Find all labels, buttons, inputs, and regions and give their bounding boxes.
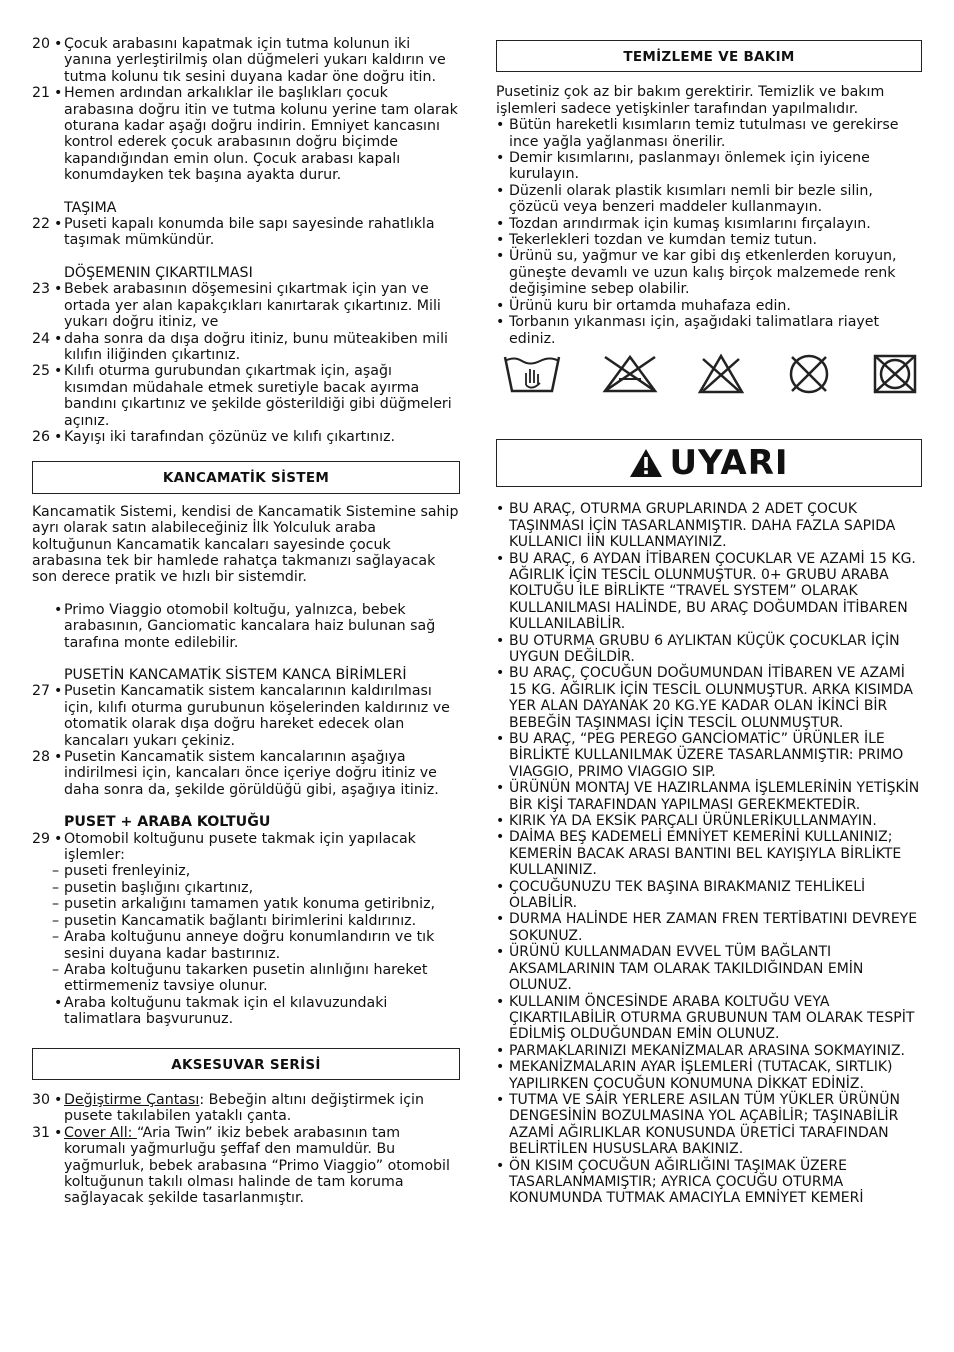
item-number: 22 (32, 216, 51, 233)
bullet-icon: • (496, 813, 505, 830)
bullet-icon: • (496, 829, 505, 846)
dash-item (32, 913, 460, 929)
instruction-item (32, 85, 460, 183)
item-text: puseti frenleyiniz, (64, 863, 191, 880)
item-number: 25 (32, 363, 51, 380)
list-item (496, 731, 922, 780)
item-text: Kılıfı oturma gurubundan çıkartmak için, aşağı kısımdan müdahale etmek suretiyle bacak ayırma bandını çıkartınız ve şekilde gösterildiği gibi düğmeleri açınız. (64, 363, 452, 429)
bullet-icon: • (54, 428, 63, 445)
item-text: Düzenli olarak plastik kısımları nemli bir bezle silin, çözücü veya benzeri maddeler kullanmayın. (509, 182, 873, 216)
accessory-desc: “Aria Twin” ikiz bebek arabasının tam korumalı yağmurluğu şeffaf den mamuldür. Bu yağmurluk, bebek arabasına “Primo Viaggio” otomobil koltuğunun takılı olması halinde de tam koruma sağlayacak şekilde tasarlanmıştır. (64, 1124, 450, 1207)
instruction-item (32, 1125, 460, 1207)
item-text: DAİMA BEŞ KADEMELİ EMNİYET KEMERİNİ KULLANINIZ; KEMERİN BACAK ARASI BANTINI BEL KAYIŞIYLA BİRLİKTE KULLANINIZ. (509, 829, 902, 879)
left-column (32, 36, 460, 1207)
list-item (496, 911, 922, 944)
item-number: 21 (32, 85, 51, 102)
item-text: ÖN KISIM ÇOCUĞUN AĞIRLIĞINI TAŞIMAK ÜZERE TASARLANMAMIŞTIR; AYRICA ÇOCUĞU OTURMA KONUMUNDA TUTMAK AMACIYLA EMNİYET KEMERİ (509, 1157, 864, 1207)
bullet-icon: • (496, 1157, 505, 1174)
warning-title: UYARI (669, 443, 789, 484)
section-heading-tasima: TAŞIMA (64, 199, 117, 216)
list-item (496, 1043, 922, 1059)
list-item (496, 117, 922, 150)
item-text: PARMAKLARINIZI MEKANİZMALAR ARASINA SOKMAYINIZ. (509, 1042, 905, 1059)
cleaning-list (496, 117, 922, 347)
list-item (496, 314, 922, 347)
list-item (496, 551, 922, 633)
bullet-icon: • (54, 830, 63, 847)
instruction-list-a (32, 36, 460, 184)
instruction-item (32, 36, 460, 85)
bullet-icon: • (496, 1059, 505, 1076)
item-text: Bebek arabasının döşemesini çıkartmak için yan ve ortada yer alan kapakçıkları kanırtarak çıkartınız. Mili yukarı doğru itiniz, ve (64, 281, 441, 331)
dash-list (32, 863, 460, 994)
list-item (496, 298, 922, 314)
section-box-aksesuvar: AKSESUVAR SERİSİ (32, 1048, 460, 1080)
item-number: 31 (32, 1124, 51, 1141)
bullet-icon: • (496, 632, 505, 649)
dash-item (32, 863, 460, 879)
item-number: 28 (32, 749, 51, 766)
no-iron-icon (697, 353, 745, 399)
dash-icon: – (52, 896, 60, 913)
item-text: BU ARAÇ, OTURMA GRUPLARINDA 2 ADET ÇOCUK TAŞINMASI İÇİN TASARLANMIŞTIR. DAHA FAZLA SAPIDA KULLANICI İİN KULLANMAYINIZ. (509, 501, 896, 551)
item-text: Araba koltuğunu anneye doğru konumlandırın ve tık sesini duyana kadar bastırınız. (64, 929, 435, 962)
item-text: Bütün hareketli kısımların temiz tutulması ve gerekirse ince yağla yağlanması önerilir. (509, 117, 899, 150)
bullet-icon: • (496, 1042, 505, 1059)
list-item (496, 501, 922, 550)
dash-icon: – (52, 929, 60, 946)
section-box-kancamatik: KANCAMATİK SİSTEM (32, 461, 460, 493)
dash-icon: – (52, 863, 60, 880)
item-text: pusetin başlığını çıkartınız, (64, 879, 254, 896)
list-item (496, 1092, 922, 1158)
item-text: BU ARAÇ, “PEG PEREGO GANCİOMATİC” ÜRÜNLER İLE BİRLİKTE KULLANILMAK ÜZERE TASARLANMIŞTIR: PRIMO VIAGGIO, PRIMO VIAGGIO SIP. (509, 731, 904, 780)
instruction-item (32, 429, 460, 445)
list-item (496, 665, 922, 731)
item-number: 26 (32, 428, 51, 445)
bullet-icon: • (496, 297, 505, 314)
bullet-icon: • (496, 182, 505, 199)
no-bleach-icon (601, 353, 659, 399)
bullet-icon: • (496, 780, 505, 797)
bullet-icon: • (496, 248, 505, 265)
bullet-icon: • (54, 749, 63, 766)
instruction-item (32, 216, 460, 249)
item-text: Pusetin Kancamatik sistem kancalarının kaldırılması için, kılıfı oturma gurubunun köşelerinden kaldırınız ve otomatik olarak dışa doğru hareket edecek olan kancaları yukarı çekiniz. (64, 683, 450, 749)
bullet-icon: • (54, 281, 63, 298)
item-text: Pusetin Kancamatik sistem kancalarının aşağıya indirilmesi için, kancaları önce içeriye doğru itiniz ve daha sonra da, şekilde görüldüğü gibi, aşağıya itiniz. (64, 749, 439, 798)
instruction-item (32, 363, 460, 429)
bullet-item (32, 995, 460, 1028)
item-text: Hemen ardından arkalıklar ile başlıkları çocuk arabasına doğru itin ve tutma kolunu yerine tam olarak oturana kadar aşağı doğru indirin. Emniyet kancasını kontrol ederek çocuk arabasının doğru biçimde kapandığından emin olun. Çocuk arabası kapalı konumdayken tek başına ayakta durur. (64, 85, 458, 184)
bullet-icon: • (496, 314, 505, 331)
item-text: BU ARAÇ, 6 AYDAN İTİBAREN ÇOCUKLAR VE AZAMİ 15 KG. AĞIRLIK İÇİN TESCİL OLUNMUŞTUR. 0+ GRUBU ARABA KOLTUĞU İLE BİRLİKTE “TRAVEL SYSTEM” OLARAK KULLANILMASI HALİNDE, BU ARAÇ DOĞUMDAN İTİBAREN KULLANILABİLİR. (509, 550, 916, 633)
no-tumble-dry-icon (872, 353, 918, 399)
bullet-icon: • (54, 216, 63, 233)
item-text: Araba koltuğunu takmak için el kılavuzundaki talimatlara başvurunuz. (64, 994, 388, 1028)
bullet-icon: • (496, 731, 505, 747)
item-text: Puseti kapalı konumda bile sapı sayesinde rahatlıkla taşımak mümkündür. (64, 216, 435, 249)
item-number: 29 (32, 830, 51, 847)
temizleme-paragraph: Pusetiniz çok az bir bakım gerektirir. Temizlik ve bakım işlemleri sadece yetişkinler tarafından yapılmalıdır. (496, 84, 885, 117)
dash-item (32, 929, 460, 962)
section-heading-dosem: DÖŞEMENIN ÇIKARTILMASI (64, 264, 253, 281)
list-item (496, 633, 922, 666)
dash-icon: – (52, 912, 60, 929)
bullet-icon: • (54, 1124, 63, 1141)
bullet-icon: • (54, 85, 63, 102)
list-item (496, 1158, 922, 1207)
warning-triangle-icon (629, 448, 663, 478)
dash-item (32, 880, 460, 896)
bullet-icon: • (496, 150, 505, 167)
list-item (496, 879, 922, 912)
item-text: TUTMA VE SAİR YERLERE ASILAN TÜM YÜKLER ÜRÜNÜN DENGESİNİN BOZULMASINA YOL AÇABİLİR; TAŞINABİLİR AZAMİ AĞIRLIKLAR KONUSUNDA ÜRETİCİ TARAFINDAN BELİRTİLEN HUSUSLARA BAKINIZ. (509, 1091, 900, 1158)
instruction-item (32, 281, 460, 330)
item-text: Araba koltuğunu takarken pusetin alınlığını hareket ettirmemeniz tavsiye olunur. (64, 961, 428, 995)
bullet-icon: • (496, 501, 505, 518)
warning-banner (496, 439, 922, 487)
instruction-item (32, 749, 460, 798)
item-text: DURMA HALİNDE HER ZAMAN FREN TERTİBATINI DEVREYE SOKUNUZ. (509, 911, 918, 944)
bullet-icon: • (54, 330, 63, 347)
item-text: Kayışı iki tarafından çözünüz ve kılıfı çıkartınız. (64, 428, 396, 445)
section-heading-puset-kanca: PUSETİN KANCAMATİK SİSTEM KANCA BİRİMLERİ (64, 667, 407, 683)
dash-item (32, 962, 460, 995)
item-text: BU ARAÇ, ÇOCUĞUN DOĞUMUNDAN İTİBAREN VE AZAMİ 15 KG. AĞIRLIK İÇİN TESCİL OLUNMUŞTUR. ARKA KISIMDA YER ALAN DAYANAK 20 KG.YE KADAR OLAN İKİNCİ BİR BEBEĞİN TAŞINMASI İÇİN TESCİL OLUNMUŞTUR. (509, 665, 913, 731)
item-number: 30 (32, 1091, 51, 1108)
bullet-icon: • (54, 601, 63, 618)
instruction-item (32, 683, 460, 749)
bullet-icon: • (54, 683, 63, 700)
list-item (496, 232, 922, 248)
bullet-icon: • (496, 878, 505, 895)
list-item (496, 829, 922, 878)
dash-icon: – (52, 961, 60, 978)
bullet-icon: • (496, 665, 505, 682)
item-text: MEKANİZMALARIN AYAR İŞLEMLERİ (TUTACAK, SIRTLIK) YAPILIRKEN ÇOCUĞUN KONUMUNA DİKKAT EDİNİZ. (509, 1059, 893, 1092)
instruction-list-b (32, 281, 460, 445)
section-box-temizleme: TEMİZLEME VE BAKIM (496, 40, 922, 72)
item-text: Tozdan arındırmak için kumaş kısımlarını fırçalayın. (509, 215, 871, 232)
item-text: KULLANIM ÖNCESİNDE ARABA KOLTUĞU VEYA ÇIKARTILABİLİR OTURMA GRUBUNUN TAM OLARAK TESPİT EDİLMİŞ OLDUĞUNDAN EMİN OLUNUZ. (509, 993, 915, 1043)
item-text: pusetin Kancamatik bağlantı birimlerini kaldırınız. (64, 912, 417, 929)
instruction-item (32, 1092, 460, 1125)
section-heading-puset-araba: PUSET + ARABA KOLTUĞU (64, 814, 271, 831)
bullet-icon: • (54, 363, 63, 380)
bullet-icon: • (54, 1091, 63, 1108)
bullet-icon: • (54, 994, 63, 1011)
item-text: Otomobil koltuğunu pusete takmak için yapılacak işlemler: (64, 830, 416, 864)
bullet-icon: • (496, 911, 505, 928)
list-item (496, 1059, 922, 1092)
kancamatik-paragraph: Kancamatik Sistemi, kendisi de Kancamatik Sistemine sahip ayrı olarak satın alabileceğiniz İlk Yolculuk araba koltuğunun Kancamatik kancaları sayesinde çocuk arabasına tek bir hamlede rahatça takmanızı sağlayacak son derece pratik ve hızlı bir sistemdir. (32, 503, 459, 586)
bullet-icon: • (496, 944, 505, 961)
item-text (64, 1125, 460, 1207)
list-item (496, 780, 922, 813)
instruction-list-c (32, 683, 460, 798)
item-text: KIRIK YA DA EKSİK PARÇALI ÜRÜNLERİKULLANMAYIN. (509, 813, 877, 830)
item-text: Tekerlekleri tozdan ve kumdan temiz tutun. (509, 232, 818, 249)
item-text: ÜRÜNÜN MONTAJ VE HAZIRLANMA İŞLEMLERİNİN YETİŞKİN BİR KİŞİ TARAFINDAN YAPILMASI GEREKMEKTEDİR. (509, 780, 920, 813)
dash-icon: – (52, 879, 60, 896)
list-item (496, 216, 922, 232)
item-text: Çocuk arabasını kapatmak için tutma kolunun iki yanına yerleştirilmiş olan düğmeleri yukarı kaldırın ve tutma kolunu tık sesini duyana kadar öne doğru itin. (64, 36, 446, 85)
item-text: Demir kısımlarını, paslanmayı önlemek için iyicene kurulayın. (509, 150, 870, 183)
bullet-icon: • (496, 1091, 505, 1108)
bullet-icon: • (54, 36, 63, 52)
list-item (496, 150, 922, 183)
list-item (496, 944, 922, 993)
bullet-icon: • (496, 232, 505, 249)
accessory-desc: : Bebeğin altını değiştirmek için pusete takılabilen yataklı çanta. (64, 1091, 424, 1125)
list-item (496, 813, 922, 829)
item-text: pusetin arkalığını tamamen yatık konuma getiribniz, (64, 896, 436, 913)
item-number: 20 (32, 36, 51, 52)
accessory-label: Cover All: (64, 1124, 137, 1141)
instruction-item (32, 331, 460, 364)
accessory-label: Değiştirme Çantası (64, 1091, 200, 1108)
item-text: Ürünü kuru bir ortamda muhafaza edin. (509, 297, 791, 314)
instruction-item (32, 831, 460, 864)
list-item (496, 994, 922, 1043)
warning-list (496, 501, 922, 1206)
list-item (496, 183, 922, 216)
bullet-item (32, 602, 460, 651)
item-text: Primo Viaggio otomobil koltuğu, yalnızca, bebek arabasının, Ganciomatic kancalara haiz bulunan sağ tarafına monte edilebilir. (64, 601, 436, 651)
item-text: ÜRÜNÜ KULLANMADAN EVVEL TÜM BAĞLANTI AKSAMLARININ TAM OLARAK TAKILDIĞINDAN EMİN OLUNUZ. (509, 944, 864, 994)
bullet-icon: • (496, 215, 505, 232)
item-number: 23 (32, 281, 51, 298)
item-text: BU OTURMA GRUBU 6 AYLIKTAN KÜÇÜK ÇOCUKLAR İÇİN UYGUN DEĞİLDİR. (509, 632, 900, 665)
item-text: ÇOCUĞUNUZU TEK BAŞINA BIRAKMANIZ TEHLİKELİ OLABİLİR. (509, 878, 866, 912)
item-number: 24 (32, 330, 51, 347)
care-icons (496, 347, 922, 399)
item-text (64, 1092, 460, 1125)
item-text: Ürünü su, yağmur ve kar gibi dış etkenlerden koruyun, güneşte devamlı ve uzun kalış birçok malzemede renk değişimine sebep olabilir. (509, 248, 897, 298)
hand-wash-icon (502, 353, 562, 399)
list-item (496, 248, 922, 297)
item-text: Torbanın yıkanması için, aşağıdaki talimatlara riayet ediniz. (509, 314, 880, 347)
item-number: 27 (32, 683, 51, 700)
no-dry-clean-icon (784, 353, 834, 399)
right-column (496, 40, 922, 1207)
bullet-icon: • (496, 117, 505, 134)
bullet-icon: • (496, 550, 505, 567)
item-text: daha sonra da dışa doğru itiniz, bunu müteakiben mili kılıfın iliğinden çıkartınız. (64, 330, 448, 363)
bullet-icon: • (496, 993, 505, 1010)
dash-item (32, 896, 460, 912)
